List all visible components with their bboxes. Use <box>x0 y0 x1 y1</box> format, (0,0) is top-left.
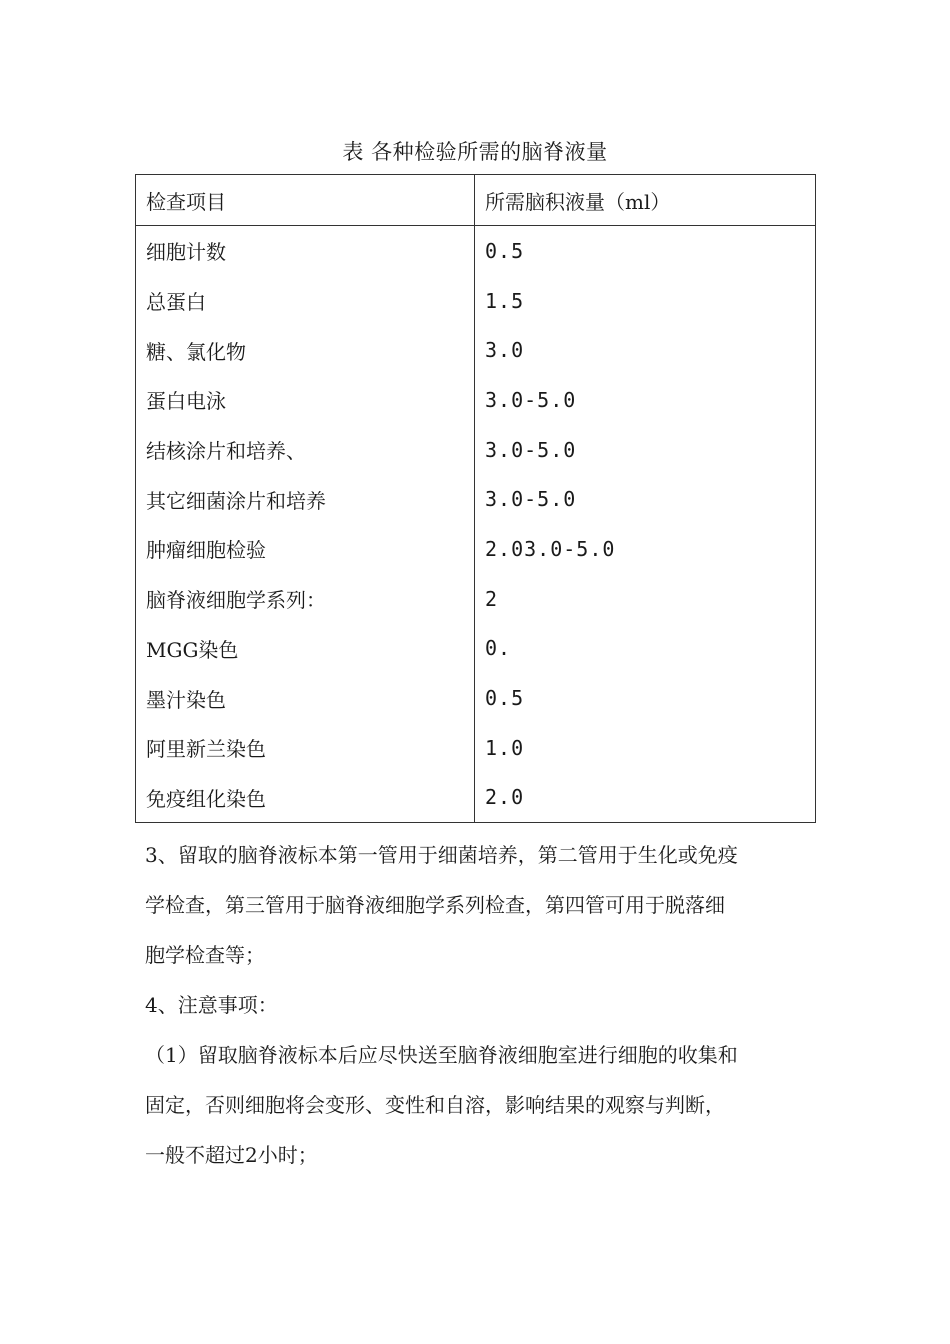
csf-volume-table <box>135 174 816 823</box>
row-item: 细胞计数 <box>136 226 475 276</box>
table-row <box>136 474 816 524</box>
row-item: 总蛋白 <box>136 276 475 326</box>
row-volume: 1.0 <box>475 723 816 773</box>
row-item: 免疫组化染色 <box>136 773 475 823</box>
table-row <box>136 325 816 375</box>
text-line: 一般不超过2小时； <box>145 1143 318 1167</box>
text-line: 学检查，第三管用于脑脊液细胞学系列检查，第四管可用于脱落细 <box>145 893 725 917</box>
row-item: 肿瘤细胞检验 <box>136 524 475 574</box>
row-item: 其它细菌涂片和培养 <box>136 474 475 524</box>
row-volume: 2 <box>475 574 816 624</box>
table-row <box>136 375 816 425</box>
text-line: 胞学检查等； <box>145 943 265 967</box>
table-row <box>136 425 816 475</box>
table-row <box>136 723 816 773</box>
header-volume: 所需脑积液量（ml） <box>475 175 816 226</box>
table-header-row <box>136 175 816 226</box>
row-item: 脑脊液细胞学系列： <box>136 574 475 624</box>
row-volume: 1.5 <box>475 276 816 326</box>
row-volume: 0.5 <box>475 226 816 276</box>
row-item: 糖、氯化物 <box>136 325 475 375</box>
text-line: 3、留取的脑脊液标本第一管用于细菌培养，第二管用于生化或免疫 <box>145 843 738 867</box>
table-row <box>136 524 816 574</box>
row-volume: 0.5 <box>475 673 816 723</box>
row-volume: 2.03.0-5.0 <box>475 524 816 574</box>
row-item: 墨汁染色 <box>136 673 475 723</box>
paragraph-specimen-tubes <box>145 830 815 980</box>
text-line: 4、注意事项： <box>145 993 278 1017</box>
table-title: 表 各种检验所需的脑脊液量 <box>342 140 608 164</box>
row-item: 阿里新兰染色 <box>136 723 475 773</box>
table-row <box>136 574 816 624</box>
row-volume: 0. <box>475 624 816 674</box>
table-row <box>136 773 816 823</box>
paragraph-precautions-heading <box>145 980 815 1030</box>
table-row <box>136 673 816 723</box>
header-test-item: 检查项目 <box>136 175 475 226</box>
table-row <box>136 276 816 326</box>
row-volume: 3.0 <box>475 325 816 375</box>
row-volume: 3.0-5.0 <box>475 474 816 524</box>
text-line: （1）留取脑脊液标本后应尽快送至脑脊液细胞室进行细胞的收集和 <box>145 1043 738 1067</box>
text-line: 固定，否则细胞将会变形、变性和自溶，影响结果的观察与判断， <box>145 1093 725 1117</box>
table-row <box>136 624 816 674</box>
table-row <box>136 226 816 276</box>
body-text <box>145 830 815 1180</box>
paragraph-precaution-1 <box>145 1030 815 1180</box>
row-volume: 3.0-5.0 <box>475 425 816 475</box>
row-volume: 3.0-5.0 <box>475 375 816 425</box>
row-item: MGG染色 <box>136 624 475 674</box>
row-volume: 2.0 <box>475 773 816 823</box>
row-item: 蛋白电泳 <box>136 375 475 425</box>
row-item: 结核涂片和培养、 <box>136 425 475 475</box>
